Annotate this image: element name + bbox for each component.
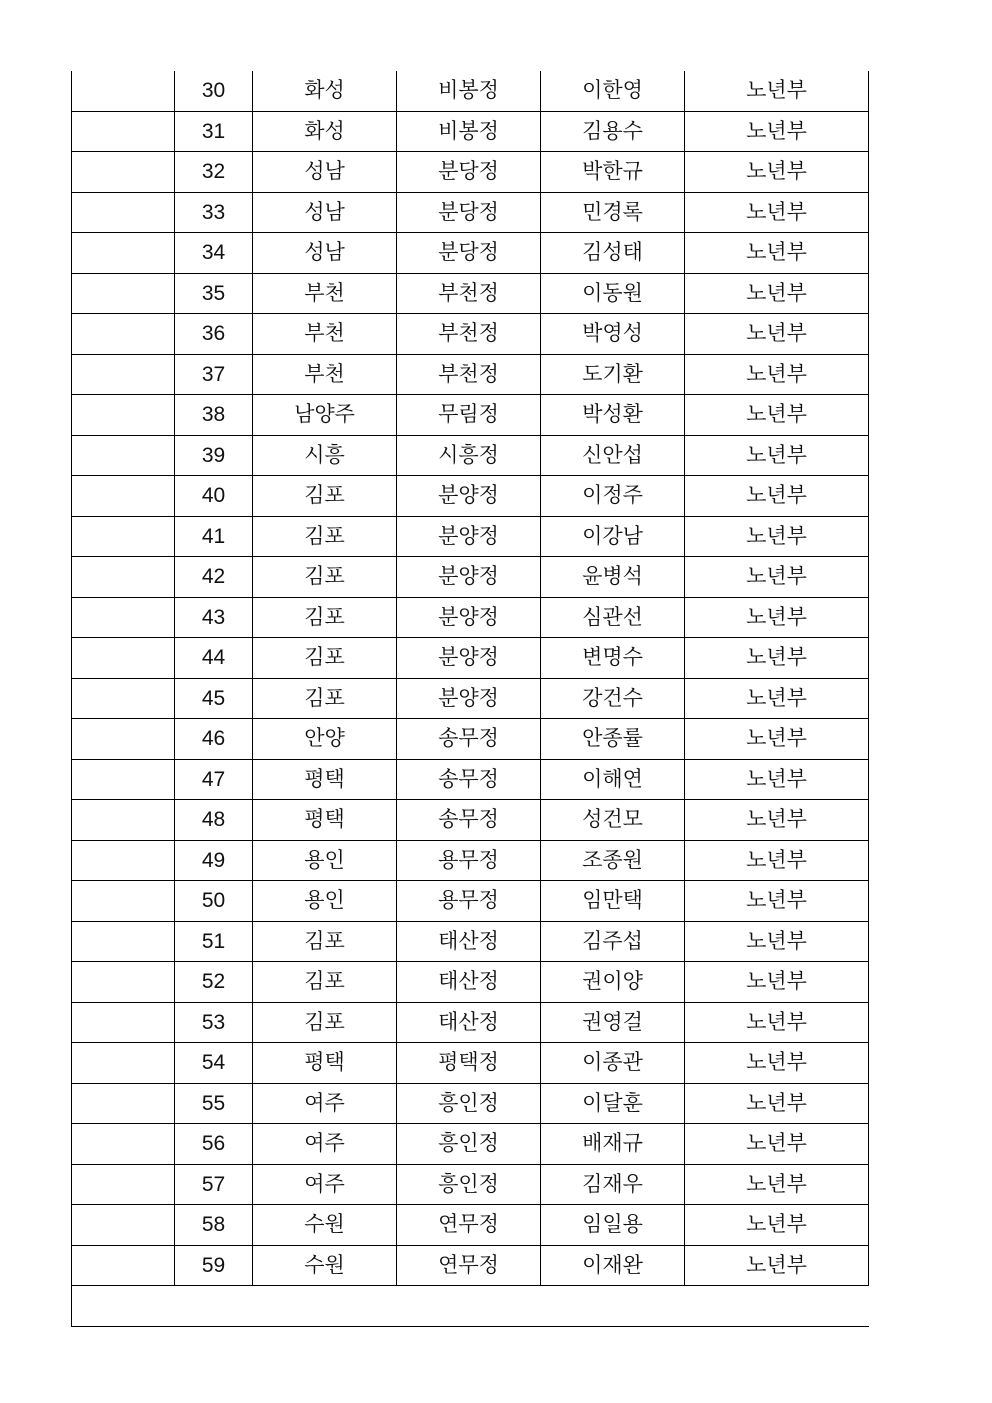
name-cell: 임일용 — [541, 1205, 685, 1246]
name-cell: 김주섭 — [541, 921, 685, 962]
region-cell: 김포 — [253, 516, 397, 557]
pavilion-cell: 용무정 — [397, 840, 541, 881]
division-cell: 노년부 — [685, 354, 869, 395]
table-row — [72, 233, 869, 274]
name-cell: 이종관 — [541, 1043, 685, 1084]
pavilion-cell: 분양정 — [397, 476, 541, 517]
row-number: 53 — [175, 1002, 253, 1043]
pavilion-cell: 분양정 — [397, 597, 541, 638]
region-cell: 김포 — [253, 962, 397, 1003]
pavilion-cell: 분당정 — [397, 152, 541, 193]
table-row — [72, 921, 869, 962]
region-cell: 용인 — [253, 881, 397, 922]
pavilion-cell: 송무정 — [397, 759, 541, 800]
row-number: 33 — [175, 192, 253, 233]
blank-cell — [72, 921, 175, 962]
row-number: 35 — [175, 273, 253, 314]
row-number: 47 — [175, 759, 253, 800]
blank-cell — [72, 1043, 175, 1084]
pavilion-cell: 부천정 — [397, 273, 541, 314]
pavilion-cell: 태산정 — [397, 1002, 541, 1043]
row-number: 59 — [175, 1245, 253, 1286]
region-cell: 안양 — [253, 719, 397, 760]
table-row — [72, 1043, 869, 1084]
division-cell: 노년부 — [685, 597, 869, 638]
row-number: 54 — [175, 1043, 253, 1084]
name-cell: 김재우 — [541, 1164, 685, 1205]
pavilion-cell: 흥인정 — [397, 1124, 541, 1165]
table-row — [72, 800, 869, 841]
table-row — [72, 597, 869, 638]
division-cell: 노년부 — [685, 1043, 869, 1084]
region-cell: 부천 — [253, 354, 397, 395]
blank-cell — [72, 597, 175, 638]
division-cell: 노년부 — [685, 1083, 869, 1124]
table-row — [72, 840, 869, 881]
division-cell: 노년부 — [685, 111, 869, 152]
region-cell: 화성 — [253, 71, 397, 111]
row-number: 39 — [175, 435, 253, 476]
division-cell: 노년부 — [685, 759, 869, 800]
division-cell: 노년부 — [685, 921, 869, 962]
region-cell: 여주 — [253, 1083, 397, 1124]
row-number: 37 — [175, 354, 253, 395]
row-number: 56 — [175, 1124, 253, 1165]
region-cell: 김포 — [253, 638, 397, 679]
blank-cell — [72, 1164, 175, 1205]
pavilion-cell: 흥인정 — [397, 1083, 541, 1124]
region-cell: 부천 — [253, 314, 397, 355]
row-number: 55 — [175, 1083, 253, 1124]
name-cell: 변명수 — [541, 638, 685, 679]
table-row — [72, 1164, 869, 1205]
name-cell: 이달훈 — [541, 1083, 685, 1124]
participant-table-body — [72, 71, 869, 1326]
region-cell: 김포 — [253, 557, 397, 598]
blank-cell — [72, 800, 175, 841]
division-cell: 노년부 — [685, 840, 869, 881]
table-row — [72, 395, 869, 436]
pavilion-cell: 태산정 — [397, 962, 541, 1003]
blank-cell — [72, 71, 175, 111]
row-number: 46 — [175, 719, 253, 760]
row-number: 44 — [175, 638, 253, 679]
table-row — [72, 516, 869, 557]
division-cell: 노년부 — [685, 192, 869, 233]
region-cell: 김포 — [253, 1002, 397, 1043]
table-row — [72, 1002, 869, 1043]
pavilion-cell: 비봉정 — [397, 111, 541, 152]
blank-cell — [72, 557, 175, 598]
region-cell: 성남 — [253, 152, 397, 193]
row-number: 40 — [175, 476, 253, 517]
row-number: 58 — [175, 1205, 253, 1246]
division-cell: 노년부 — [685, 678, 869, 719]
table-row — [72, 476, 869, 517]
table-row — [72, 273, 869, 314]
name-cell: 박영성 — [541, 314, 685, 355]
pavilion-cell: 분양정 — [397, 678, 541, 719]
division-cell: 노년부 — [685, 1245, 869, 1286]
pavilion-cell: 용무정 — [397, 881, 541, 922]
region-cell: 평택 — [253, 759, 397, 800]
region-cell: 여주 — [253, 1164, 397, 1205]
table-row — [72, 71, 869, 111]
name-cell: 도기환 — [541, 354, 685, 395]
name-cell: 배재규 — [541, 1124, 685, 1165]
table-row — [72, 152, 869, 193]
blank-cell — [72, 1205, 175, 1246]
table-row — [72, 111, 869, 152]
division-cell: 노년부 — [685, 962, 869, 1003]
row-number: 32 — [175, 152, 253, 193]
division-cell: 노년부 — [685, 516, 869, 557]
blank-cell — [72, 435, 175, 476]
region-cell: 화성 — [253, 111, 397, 152]
blank-cell — [72, 1083, 175, 1124]
blank-cell — [72, 1002, 175, 1043]
blank-cell — [72, 759, 175, 800]
blank-cell — [72, 152, 175, 193]
region-cell: 시흥 — [253, 435, 397, 476]
table-row — [72, 1083, 869, 1124]
row-number: 34 — [175, 233, 253, 274]
row-number: 48 — [175, 800, 253, 841]
pavilion-cell: 분양정 — [397, 638, 541, 679]
table-row — [72, 962, 869, 1003]
table-row — [72, 435, 869, 476]
blank-cell — [72, 476, 175, 517]
table-row — [72, 719, 869, 760]
region-cell: 부천 — [253, 273, 397, 314]
pavilion-cell: 송무정 — [397, 719, 541, 760]
row-number: 43 — [175, 597, 253, 638]
name-cell: 안종률 — [541, 719, 685, 760]
division-cell: 노년부 — [685, 638, 869, 679]
blank-cell — [72, 962, 175, 1003]
name-cell: 이동원 — [541, 273, 685, 314]
table-row — [72, 1205, 869, 1246]
region-cell: 남양주 — [253, 395, 397, 436]
table-row — [72, 192, 869, 233]
table-row — [72, 638, 869, 679]
pavilion-cell: 연무정 — [397, 1205, 541, 1246]
pavilion-cell: 시흥정 — [397, 435, 541, 476]
name-cell: 박성환 — [541, 395, 685, 436]
region-cell: 김포 — [253, 678, 397, 719]
blank-cell — [72, 516, 175, 557]
name-cell: 강건수 — [541, 678, 685, 719]
pavilion-cell: 부천정 — [397, 354, 541, 395]
blank-cell — [72, 111, 175, 152]
name-cell: 권영걸 — [541, 1002, 685, 1043]
name-cell: 이강남 — [541, 516, 685, 557]
name-cell: 이재완 — [541, 1245, 685, 1286]
name-cell: 박한규 — [541, 152, 685, 193]
region-cell: 성남 — [253, 192, 397, 233]
name-cell: 윤병석 — [541, 557, 685, 598]
pavilion-cell: 분양정 — [397, 516, 541, 557]
division-cell: 노년부 — [685, 395, 869, 436]
region-cell: 여주 — [253, 1124, 397, 1165]
region-cell: 수원 — [253, 1205, 397, 1246]
division-cell: 노년부 — [685, 557, 869, 598]
table-row — [72, 1245, 869, 1286]
pavilion-cell: 태산정 — [397, 921, 541, 962]
division-cell: 노년부 — [685, 1002, 869, 1043]
division-cell: 노년부 — [685, 719, 869, 760]
table-row — [72, 314, 869, 355]
pavilion-cell: 송무정 — [397, 800, 541, 841]
empty-footer-cell — [72, 1286, 869, 1327]
blank-cell — [72, 314, 175, 355]
name-cell: 권이양 — [541, 962, 685, 1003]
division-cell: 노년부 — [685, 1164, 869, 1205]
name-cell: 이한영 — [541, 71, 685, 111]
row-number: 50 — [175, 881, 253, 922]
region-cell: 평택 — [253, 1043, 397, 1084]
pavilion-cell: 무림정 — [397, 395, 541, 436]
region-cell: 용인 — [253, 840, 397, 881]
empty-footer-row — [72, 1286, 869, 1327]
name-cell: 김용수 — [541, 111, 685, 152]
name-cell: 심관선 — [541, 597, 685, 638]
pavilion-cell: 연무정 — [397, 1245, 541, 1286]
pavilion-cell: 분당정 — [397, 192, 541, 233]
pavilion-cell: 비봉정 — [397, 71, 541, 111]
row-number: 41 — [175, 516, 253, 557]
row-number: 38 — [175, 395, 253, 436]
table-row — [72, 354, 869, 395]
name-cell: 임만택 — [541, 881, 685, 922]
row-number: 45 — [175, 678, 253, 719]
blank-cell — [72, 192, 175, 233]
row-number: 49 — [175, 840, 253, 881]
region-cell: 성남 — [253, 233, 397, 274]
blank-cell — [72, 719, 175, 760]
name-cell: 신안섭 — [541, 435, 685, 476]
table-row — [72, 881, 869, 922]
division-cell: 노년부 — [685, 800, 869, 841]
blank-cell — [72, 354, 175, 395]
name-cell: 민경록 — [541, 192, 685, 233]
row-number: 31 — [175, 111, 253, 152]
blank-cell — [72, 233, 175, 274]
pavilion-cell: 부천정 — [397, 314, 541, 355]
region-cell: 김포 — [253, 597, 397, 638]
blank-cell — [72, 678, 175, 719]
division-cell: 노년부 — [685, 273, 869, 314]
blank-cell — [72, 881, 175, 922]
division-cell: 노년부 — [685, 152, 869, 193]
division-cell: 노년부 — [685, 881, 869, 922]
name-cell: 조종원 — [541, 840, 685, 881]
region-cell: 김포 — [253, 476, 397, 517]
name-cell: 성건모 — [541, 800, 685, 841]
blank-cell — [72, 273, 175, 314]
table-row — [72, 557, 869, 598]
blank-cell — [72, 840, 175, 881]
pavilion-cell: 평택정 — [397, 1043, 541, 1084]
row-number: 51 — [175, 921, 253, 962]
division-cell: 노년부 — [685, 435, 869, 476]
name-cell: 이정주 — [541, 476, 685, 517]
participant-table — [71, 71, 869, 1327]
table-row — [72, 1124, 869, 1165]
division-cell: 노년부 — [685, 1124, 869, 1165]
blank-cell — [72, 1245, 175, 1286]
division-cell: 노년부 — [685, 476, 869, 517]
blank-cell — [72, 1124, 175, 1165]
name-cell: 이해연 — [541, 759, 685, 800]
pavilion-cell: 흥인정 — [397, 1164, 541, 1205]
region-cell: 평택 — [253, 800, 397, 841]
region-cell: 수원 — [253, 1245, 397, 1286]
table-row — [72, 678, 869, 719]
blank-cell — [72, 395, 175, 436]
pavilion-cell: 분당정 — [397, 233, 541, 274]
pavilion-cell: 분양정 — [397, 557, 541, 598]
row-number: 36 — [175, 314, 253, 355]
row-number: 57 — [175, 1164, 253, 1205]
table-row — [72, 759, 869, 800]
region-cell: 김포 — [253, 921, 397, 962]
division-cell: 노년부 — [685, 1205, 869, 1246]
division-cell: 노년부 — [685, 233, 869, 274]
division-cell: 노년부 — [685, 314, 869, 355]
row-number: 42 — [175, 557, 253, 598]
row-number: 30 — [175, 71, 253, 111]
name-cell: 김성태 — [541, 233, 685, 274]
division-cell: 노년부 — [685, 71, 869, 111]
blank-cell — [72, 638, 175, 679]
row-number: 52 — [175, 962, 253, 1003]
